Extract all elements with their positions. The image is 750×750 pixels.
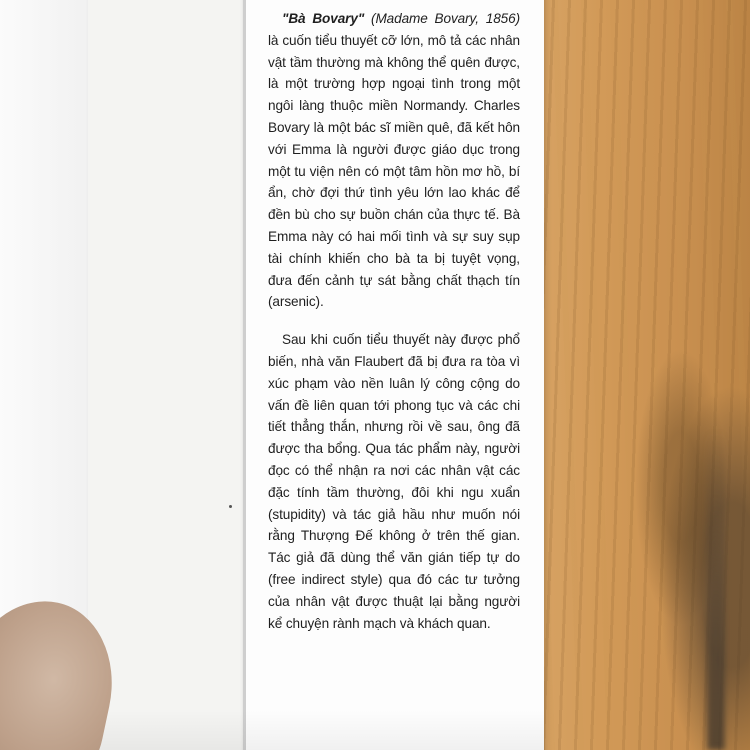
book-text — [268, 8, 520, 634]
paragraph-2: Sau khi cuốn tiểu thuyết này được phổ biến, nhà văn Flaubert đã bị đưa ra tòa vì xúc phạm vào nền luân lý công cộng do vấn đề liên quan tới phong tục và các chi tiết thẳng thắn, nhưng rồi về sau, ông đã được tha bổng. Qua tác phẩm này, người đọc có thể nhận ra nơi các nhân vật các đặc tính tầm thường, đôi khi ngu xuẩn (stupidity) và tác giả hầu như muốn nói rằng Thượng Đế không ở trên thế gian. Tác giả đã dùng thể văn gián tiếp tự do (free indirect style) qua đó các tư tưởng của nhân vật được thuật lại bằng người kể chuyện rành mạch và khách quan. — [268, 332, 520, 631]
book-subtitle: (Madame Bovary, 1856) — [371, 11, 521, 26]
paper-speck — [229, 505, 232, 508]
wooden-table — [520, 0, 750, 750]
book-title: "Bà Bovary" — [282, 11, 365, 26]
wood-dark-streak — [707, 430, 725, 750]
paragraph-1 — [268, 8, 520, 313]
paragraph-1-body: là cuốn tiểu thuyết cỡ lớn, mô tả các nhân vật tầm thường mà không thể quên được, là một trường hợp ngoại tình trong một ngôi làng thuộc miền Normandy. Charles Bovary là một bác sĩ miền quê, đã kết hôn với Emma là người được giáo dục trong một tu viện nên có một tâm hồn mơ hồ, bí ẩn, chờ đợi thứ tình yêu lớn lao khác để đền bù cho sự buồn chán của thực tế. Bà Emma này có hai mối tình và sự suy sụp tài chính khiến cho bà ta bị tuyệt vọng, đưa đến cảnh tự sát bằng chất thạch tín (arsenic). — [268, 32, 520, 310]
